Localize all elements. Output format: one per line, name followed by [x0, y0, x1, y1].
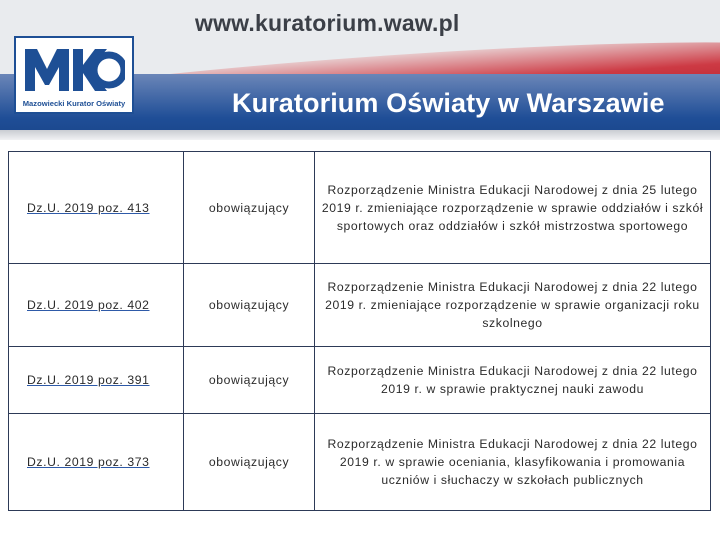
- description-cell: Rozporządzenie Ministra Edukacji Narodowej z dnia 25 lutego 2019 r. zmieniające rozporządzenie w sprawie oddziałów i szkół sportowych oraz oddziałów i szkół mistrzostwa sportowego: [315, 152, 711, 264]
- status-cell: obowiązujący: [184, 347, 315, 414]
- ref-link[interactable]: Dz.U. 2019 poz. 402: [27, 298, 150, 312]
- description-cell: Rozporządzenie Ministra Edukacji Narodowej z dnia 22 lutego 2019 r. w sprawie oceniania, klasyfikowania i promowania uczniów i słuchaczy w szkołach publicznych: [315, 414, 711, 511]
- ref-link[interactable]: Dz.U. 2019 poz. 391: [27, 373, 150, 387]
- logo-caption: Mazowiecki Kurator Oświaty: [22, 99, 126, 108]
- ref-link[interactable]: Dz.U. 2019 poz. 413: [27, 200, 150, 215]
- status-cell: obowiązujący: [184, 414, 315, 511]
- status-cell: obowiązujący: [184, 264, 315, 347]
- table-row: [9, 414, 711, 511]
- table-row: [9, 152, 711, 264]
- table-row: [9, 347, 711, 414]
- ref-cell: [9, 264, 184, 347]
- description-cell: Rozporządzenie Ministra Edukacji Narodowej z dnia 22 lutego 2019 r. zmieniające rozporządzenie w sprawie organizacji roku szkolnego: [315, 264, 711, 347]
- regulations-table: [8, 151, 711, 511]
- logo[interactable]: [14, 36, 134, 114]
- description-cell: Rozporządzenie Ministra Edukacji Narodowej z dnia 22 lutego 2019 r. w sprawie praktycznej nauki zawodu: [315, 347, 711, 414]
- ref-cell: [9, 414, 184, 511]
- ref-cell: [9, 347, 184, 414]
- banner-divider: [0, 130, 720, 140]
- status-cell: obowiązujący: [184, 152, 315, 264]
- site-url[interactable]: www.kuratorium.waw.pl: [195, 10, 460, 36]
- table-row: [9, 264, 711, 347]
- ref-link[interactable]: Dz.U. 2019 poz. 373: [27, 455, 150, 469]
- ref-cell: [9, 152, 184, 264]
- header-banner: [0, 0, 720, 140]
- mko-logo-mark: [21, 41, 125, 97]
- page-title: Kuratorium Oświaty w Warszawie: [232, 88, 665, 118]
